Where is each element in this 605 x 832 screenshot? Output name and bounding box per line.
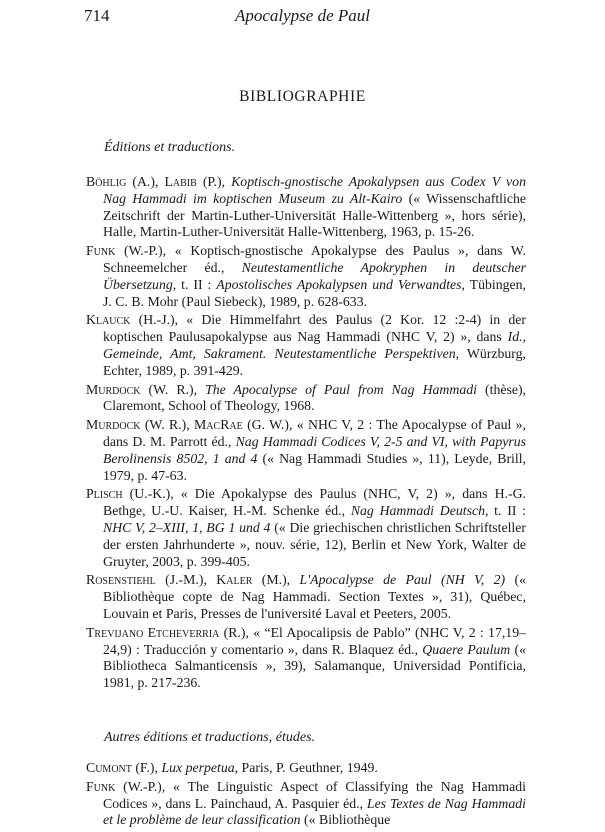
entry-title: Quaere Paulum (422, 641, 511, 657)
entry-text: « Die Apokalypse des Paulus (NHC, V, 2) », dans H.-G. Bethge, U.-U. Kaiser, H.-M. Schenke éd., (103, 486, 526, 519)
page-header (84, 6, 521, 30)
bib-entry-rosenstiehl (86, 572, 526, 622)
entry-text: (« Wissenschaftliche Zeitschrift der Martin-Luther-Universität Halle-Wittenberg », hors série), Halle, Martin-Luther-Universität Halle-Wittenberg, 1963, p. 15-26. (103, 190, 526, 240)
page-number: 714 (84, 6, 110, 25)
entry-text: « Die Himmelfahrt des Paulus (2 Kor. 12 :2-4) in der koptischen Paulusapokalypse aus Nag Hammadi (NHC V, 2) », dans (103, 312, 526, 345)
entry-text: (« Bibliothèque copte de Nag Hammadi. Section Textes », 31), Québec, Louvain et Paris, Presses de l'université Laval et Peeters, 2005. (103, 572, 526, 621)
entry-title: Koptisch-gnostische Apokalypsen aus Codex V von Nag Hammadi im koptischen Museum zu Alt-Kairo (103, 174, 526, 206)
entry-title: NHC V, 2–XIII, 1, BG 1 und 4 (103, 519, 271, 535)
entry-text: « “El Apocalipsis de Pablo” (NHC V, 2 : 17,19–24,9) : Traducción y comentario », dans R. Blaquez éd., (103, 624, 526, 657)
entry-title: Nag Hammadi Deutsch (350, 503, 485, 519)
entry-text: , Tübingen, J. C. B. Mohr (Paul Siebeck), 1989, p. 628-633. (103, 276, 526, 309)
entry-text: , t. II : (172, 276, 217, 292)
bibliography-list-editions (86, 174, 526, 694)
entry-title: Id., Gemeinde, Amt, Sakrament. Neutestamentliche Perspektiven (103, 329, 526, 361)
entry-title: L'Apocalypse de Paul (NH V, 2) (299, 572, 506, 588)
entry-text: « The Linguistic Aspect of Classifying the Nag Hammadi Codices », dans L. Painchaud, A. Pasquier éd., (103, 778, 526, 811)
bib-entry-funk-linguistic (86, 779, 526, 829)
bib-entry-cumont (86, 760, 526, 777)
bib-entry-plisch (86, 486, 526, 570)
running-head: Apocalypse de Paul (234, 6, 370, 25)
entry-text: (« Bibliotheca Salmanticensis », 39), Salamanque, Universidad Pontificia, 1981, p. 217-236. (103, 641, 526, 691)
entry-text (197, 382, 205, 397)
entry-title: Neutestamentliche Apokryphen in deutscher Übersetzung (103, 259, 526, 292)
subheading-other-editions: Autres éditions et traductions, études. (104, 730, 316, 745)
entry-text: , t. II : (484, 503, 527, 519)
entry-authors: Murdock (W. R.), (86, 381, 198, 397)
entry-text: (« Bibliothèque (300, 812, 391, 828)
entry-authors: Funk (W.-P.), (86, 778, 166, 794)
entry-authors: Trevijano Etcheverria (R.), (86, 624, 249, 640)
bib-entry-klauck (86, 312, 526, 379)
entry-authors: Plisch (U.-K.), (86, 486, 174, 502)
entry-text: , Paris, P. Geuthner, 1949. (234, 760, 378, 775)
entry-text: « Koptisch-gnostische Apokalypse des Paulus », dans W. Schneemelcher éd., (103, 243, 526, 275)
entry-title: The Apocalypse of Paul from Nag Hammadi (205, 381, 477, 397)
entry-title: Nag Hammadi Codices V, 2-5 and VI, with Papyrus Berolinensis 8502, 1 and 4 (103, 433, 526, 466)
entry-authors: Murdock (W. R.), MacRae (G. W.), (86, 417, 293, 433)
entry-title: Apostolisches Apokalypsen und Verwandtes (216, 276, 462, 292)
entry-authors: Klauck (H.-J.), (86, 312, 179, 328)
entry-text (290, 572, 299, 587)
entry-authors: Rosenstiehl (J.-M.), Kaler (M.), (86, 572, 291, 588)
entry-text: (« Die griechischen christlichen Schriftsteller der ersten Jahrhunderte », nouv. série, 12), Berlin et New York, Walter de Gruyter, 2003, p. 399-405. (103, 519, 526, 569)
entry-text: (thèse), Claremont, School of Theology, 1968. (103, 381, 527, 414)
entry-authors: Böhlig (A.), Labib (P.), (86, 174, 226, 189)
bibliography-list-other (86, 760, 526, 831)
entry-authors: Funk (W.-P.), (86, 243, 167, 259)
entry-authors: Cumont (F.), (86, 760, 158, 775)
section-title: BIBLIOGRAPHIE (239, 88, 366, 105)
bib-entry-bohlig (86, 174, 526, 241)
subheading-editions: Éditions et traductions. (104, 140, 236, 155)
entry-text: (« Nag Hammadi Studies », 11), Leyde, Brill, 1979, p. 47-63. (103, 450, 526, 483)
bib-entry-trevijano (86, 625, 526, 692)
entry-title: Lux perpetua (161, 760, 235, 775)
entry-text: « NHC V, 2 : The Apocalypse of Paul », dans D. M. Parrott éd., (103, 417, 527, 449)
bib-entry-murdock-macrae (86, 417, 526, 484)
entry-title: Les Textes de Nag Hammadi et le problème de leur classification (103, 795, 526, 828)
bib-entry-murdock (86, 382, 526, 416)
entry-text: , Würzburg, Echter, 1989, p. 391-429. (103, 345, 527, 378)
bib-entry-funk (86, 243, 526, 310)
